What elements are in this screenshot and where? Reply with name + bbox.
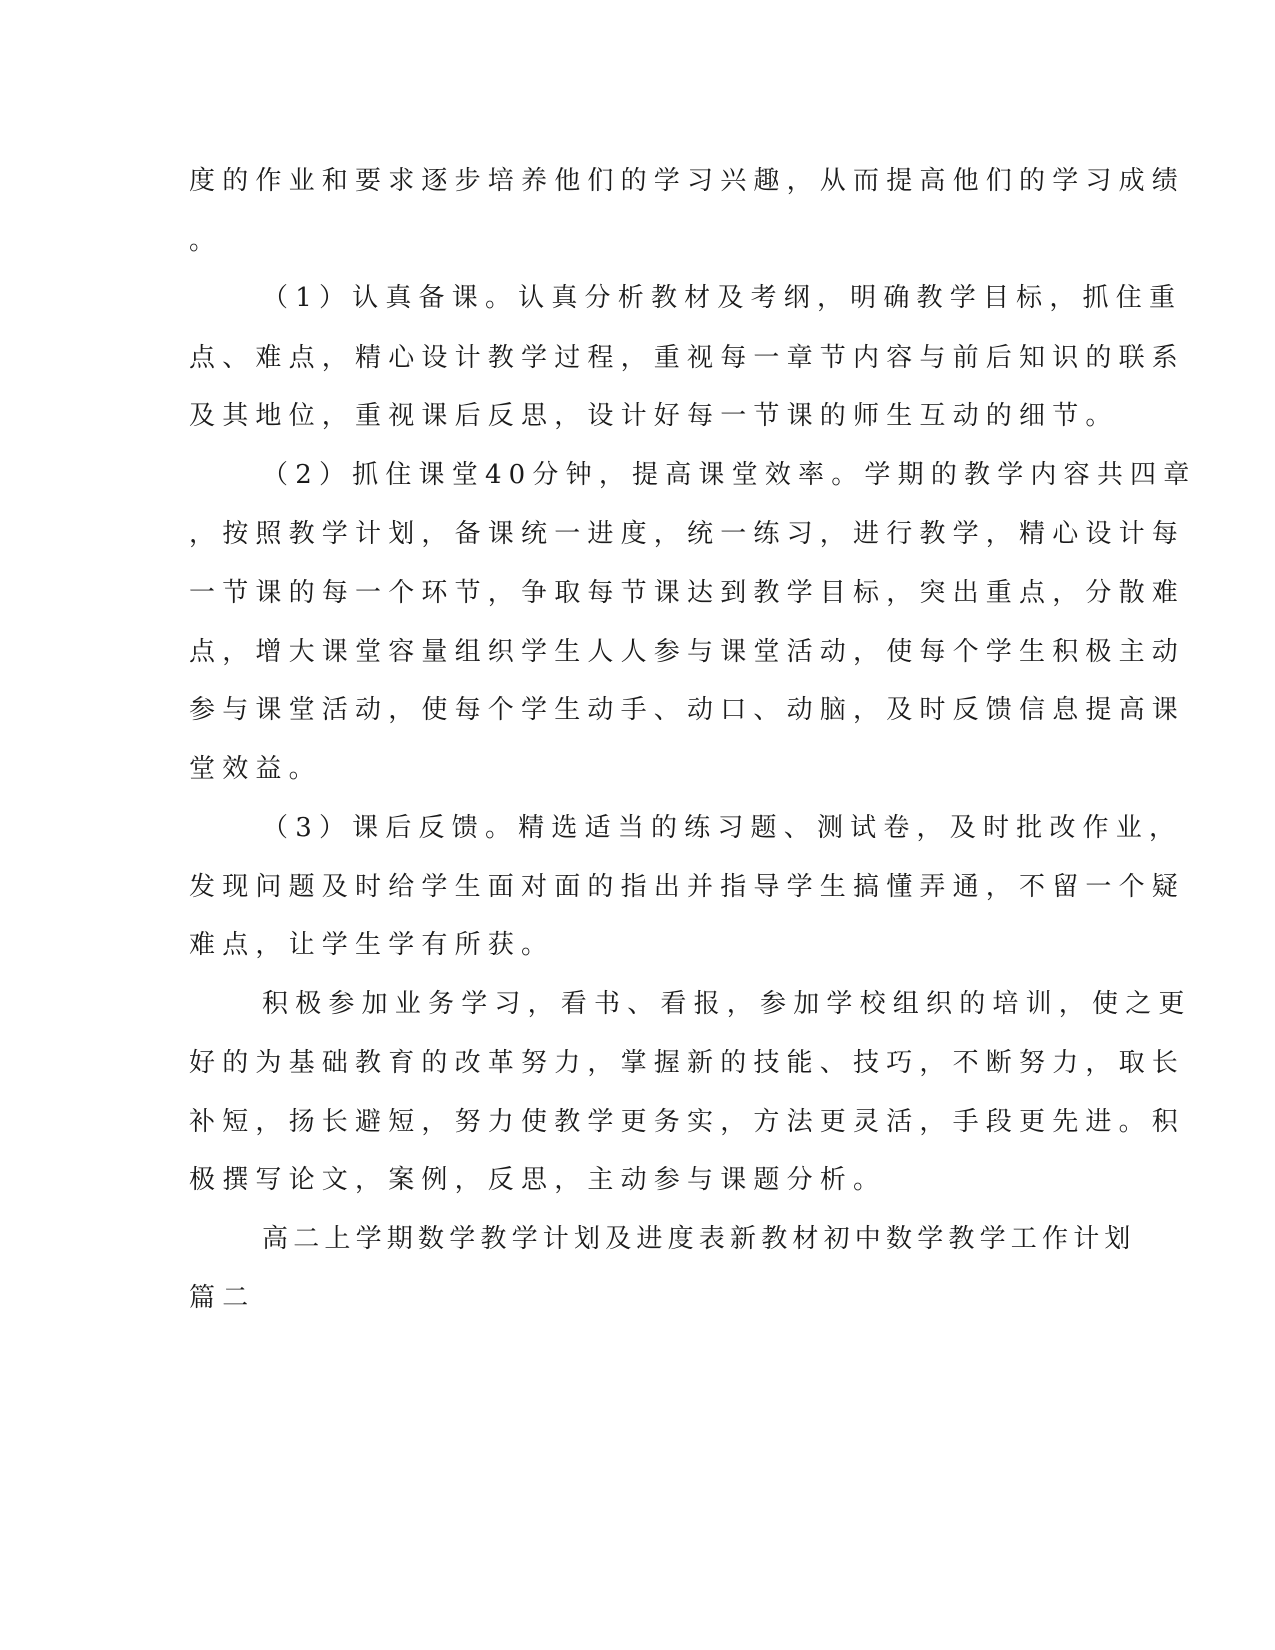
text-line: 补短，扬长避短，努力使教学更务实，方法更灵活，手段更先进。积 <box>189 1107 1186 1137</box>
section-heading-continuation: 篇二 <box>189 1283 256 1313</box>
text-line: 度的作业和要求逐步培养他们的学习兴趣，从而提高他们的学习成绩 <box>189 166 1186 196</box>
text-line: 点、难点，精心设计教学过程，重视每一章节内容与前后知识的联系 <box>189 343 1186 373</box>
text-line: 点，增大课堂容量组织学生人人参与课堂活动，使每个学生积极主动 <box>189 637 1186 667</box>
text-line: 积极参加业务学习，看书、看报，参加学校组织的培训，使之更 <box>262 989 1192 1019</box>
section-heading: 高二上学期数学教学计划及进度表新教材初中数学教学工作计划 <box>262 1224 1136 1254</box>
text-line: 极撰写论文，案例，反思，主动参与课题分析。 <box>189 1165 887 1195</box>
text-line: 及其地位，重视课后反思，设计好每一节课的师生互动的细节。 <box>189 401 1119 431</box>
text-line: 。 <box>189 226 223 256</box>
text-line: 一节课的每一个环节，争取每节课达到教学目标，突出重点，分散难 <box>189 578 1186 608</box>
text-line: 好的为基础教育的改革努力，掌握新的技能、技巧，不断努力，取长 <box>189 1048 1186 1078</box>
text-line: （1）认真备课。认真分析教材及考纲，明确教学目标，抓住重 <box>262 283 1183 313</box>
text-line: 参与课堂活动，使每个学生动手、动口、动脑，及时反馈信息提高课 <box>189 695 1186 725</box>
text-line: （3）课后反馈。精选适当的练习题、测试卷，及时批改作业， <box>262 813 1183 843</box>
text-line: 难点，让学生学有所获。 <box>189 930 555 960</box>
text-line: （2）抓住课堂40分钟，提高课堂效率。学期的教学内容共四章 <box>262 460 1197 490</box>
text-line: 发现问题及时给学生面对面的指出并指导学生搞懂弄通，不留一个疑 <box>189 872 1186 902</box>
text-line: 堂效益。 <box>189 754 322 784</box>
text-line: ，按照教学计划，备课统一进度，统一练习，进行教学，精心设计每 <box>189 519 1186 549</box>
